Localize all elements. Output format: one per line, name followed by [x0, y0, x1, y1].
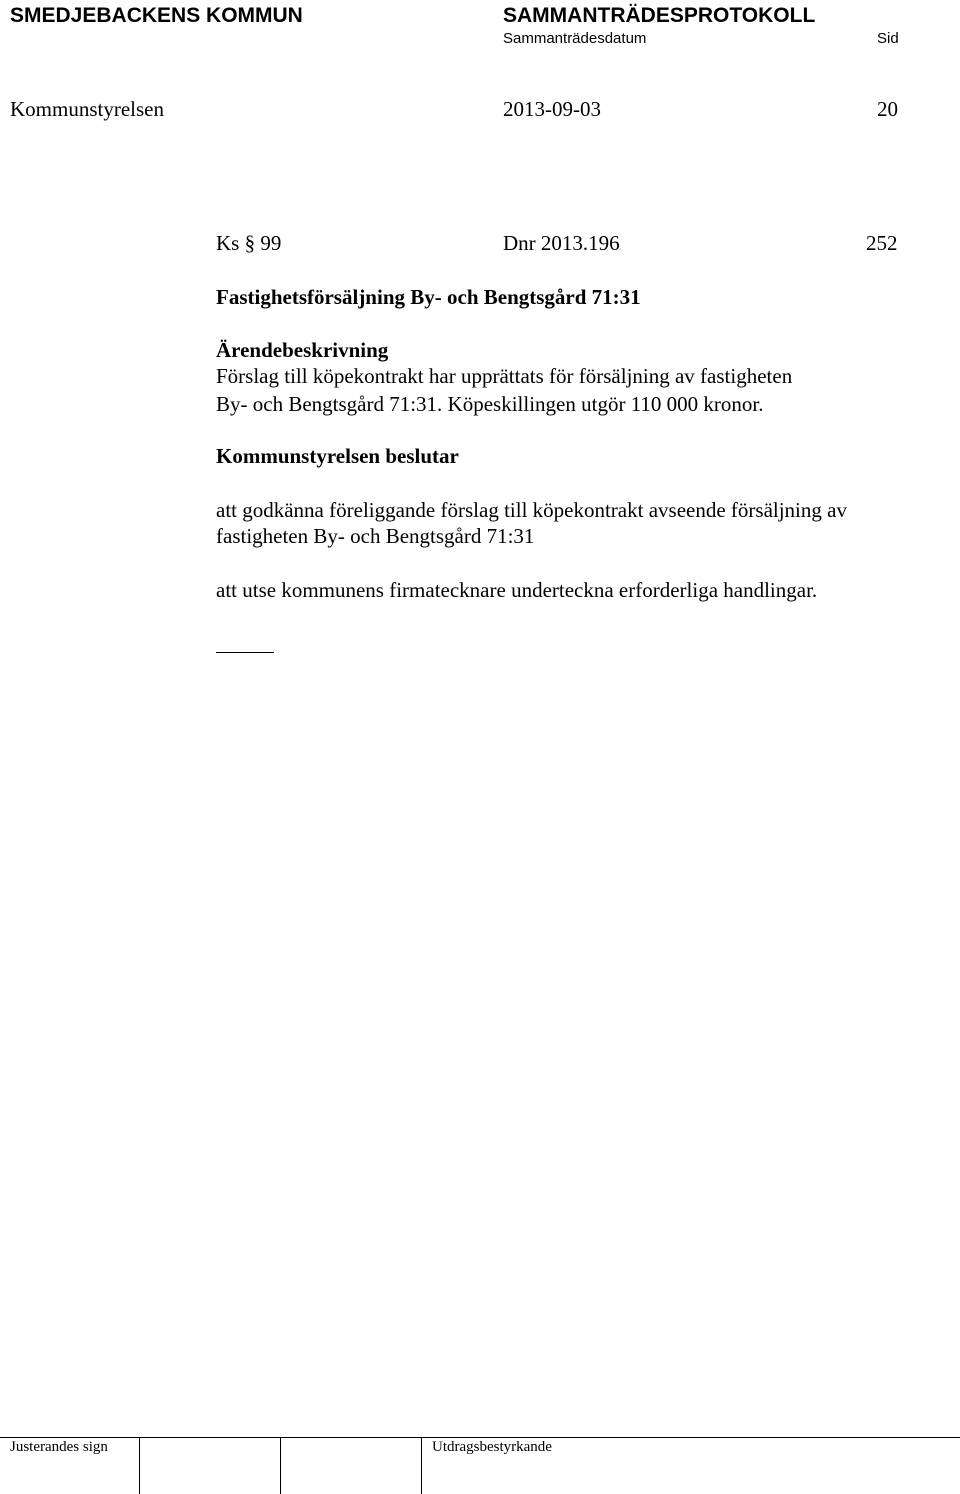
footer-divider: [421, 1438, 422, 1494]
footer-divider: [139, 1438, 140, 1494]
page-label: Sid: [877, 30, 899, 47]
description-heading: Ärendebeskrivning: [216, 338, 389, 362]
description-line: Förslag till köpekontrakt har upprättats för försäljning av fastigheten: [216, 364, 793, 388]
decision-line: att godkänna föreliggande förslag till köpekontrakt avseende försäljning av: [216, 498, 847, 522]
committee-name: Kommunstyrelsen: [10, 97, 164, 121]
decision-line: att utse kommunens firmatecknare underteckna erforderliga handlingar.: [216, 578, 818, 602]
signature-label: Justerandes sign: [10, 1439, 108, 1455]
end-rule: [216, 652, 274, 653]
meeting-date: 2013-09-03: [503, 97, 601, 121]
decision-heading: Kommunstyrelsen beslutar: [216, 444, 459, 468]
case-title: Fastighetsförsäljning By- och Bengtsgård 71:31: [216, 285, 641, 309]
organization-name: SMEDJEBACKENS KOMMUN: [10, 4, 303, 27]
meeting-date-label: Sammanträdesdatum: [503, 30, 647, 47]
decision-line: fastigheten By- och Bengtsgård 71:31: [216, 524, 535, 548]
extract-certification-label: Utdragsbestyrkande: [432, 1439, 552, 1455]
case-paragraph: Ks § 99: [216, 231, 282, 255]
description-line: By- och Bengtsgård 71:31. Köpeskillingen utgör 110 000 kronor.: [216, 392, 764, 416]
footer-divider: [280, 1438, 281, 1494]
document-type: SAMMANTRÄDESPROTOKOLL: [503, 4, 816, 27]
case-number: 252: [866, 231, 898, 255]
footer-rule: [0, 1437, 960, 1438]
case-dnr: Dnr 2013.196: [503, 231, 620, 255]
page-number: 20: [877, 97, 898, 121]
